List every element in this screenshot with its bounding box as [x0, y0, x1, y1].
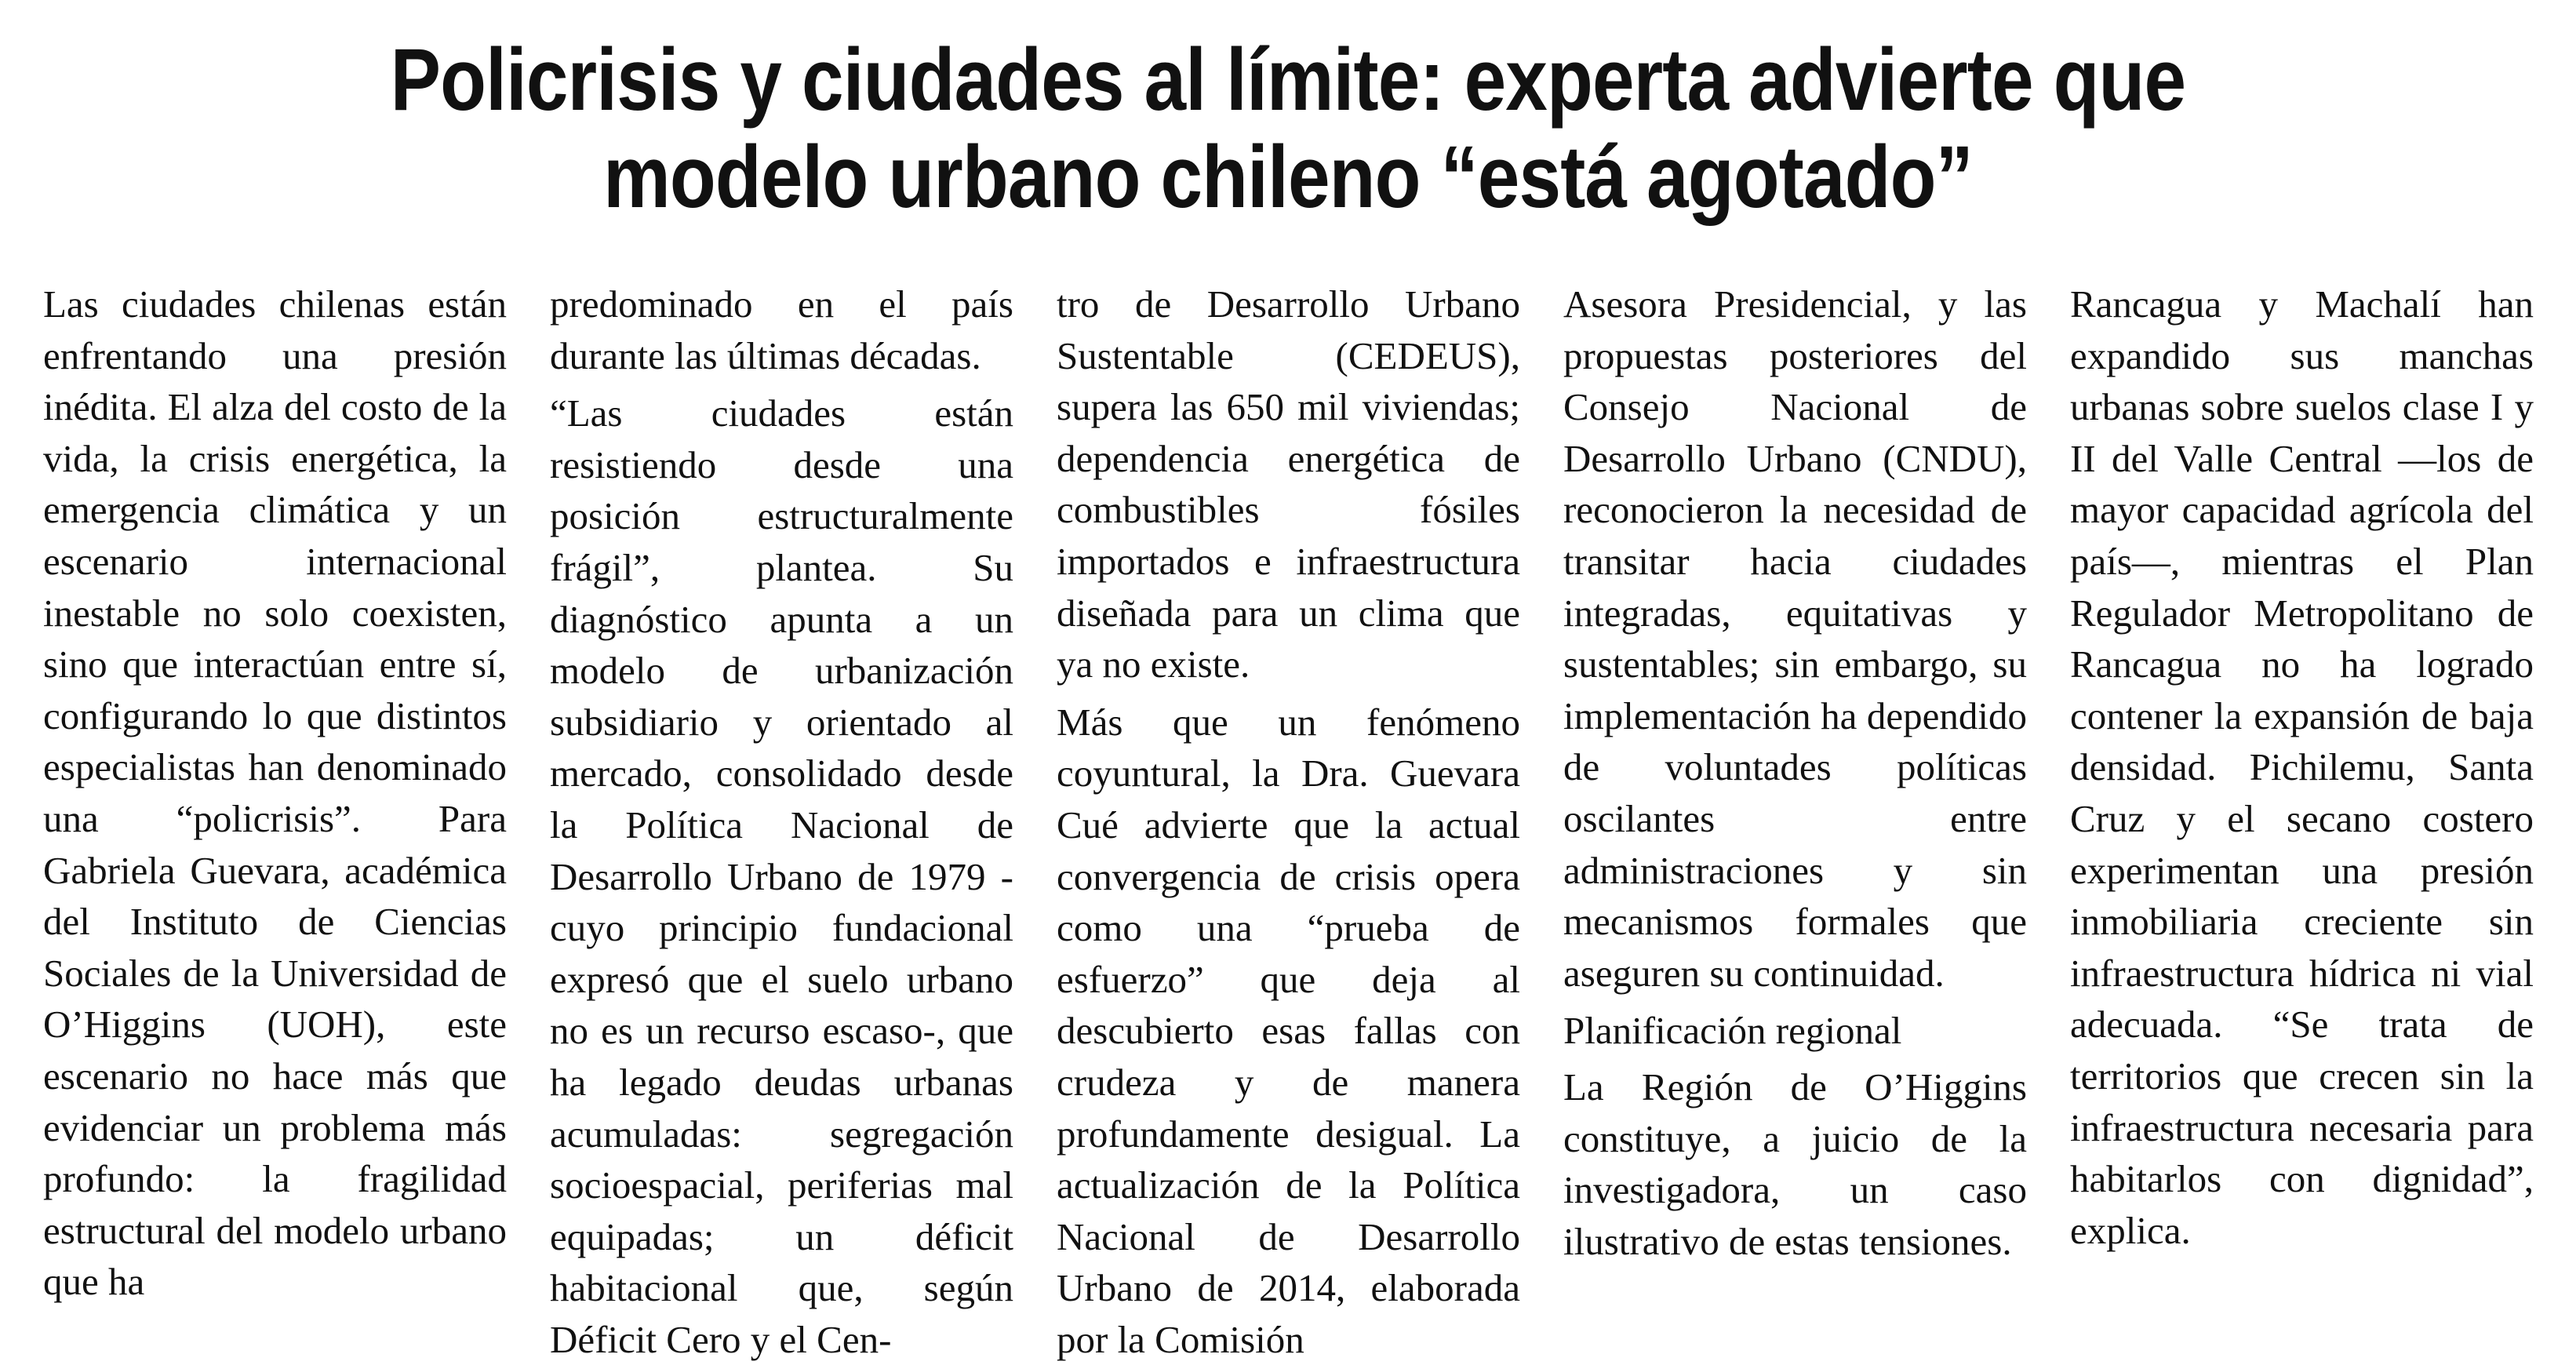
- column-4: [1563, 278, 2027, 1365]
- paragraph: Asesora Presidencial, y las propuestas posteriores del Consejo Nacional de Desarrollo Urbano (CNDU), reconocieron la necesidad de transitar hacia ciudades integradas, equitativas y sustentables; sin embargo, su implementación ha dependido de voluntades políticas oscilantes entre administraciones y sin mecanismos formales que aseguren su continuidad.: [1563, 282, 2027, 995]
- column-5: [2070, 278, 2534, 1365]
- paragraph: Rancagua y Machalí han expandido sus manchas urbanas sobre suelos clase I y II del Valle Central —los de mayor capacidad agrícola del país—, mientras el Plan Regulador Metropolitano de Rancagua no ha logrado contener la expansión de baja densidad. Pichilemu, Santa Cruz y el secano costero experimentan una presión inmobiliaria creciente sin infraestructura hídrica ni vial adecuada. “Se trata de territorios que crecen sin la infraestructura necesaria para habitarlos con dignidad”, explica.: [2070, 282, 2534, 1252]
- headline-line-2: modelo urbano chileno “está agotado”: [603, 128, 1973, 226]
- article-body: [43, 278, 2534, 1361]
- column-1: [43, 278, 507, 1365]
- paragraph: tro de Desarrollo Urbano Sustentable (CEDEUS), supera las 650 mil viviendas; dependencia energética de combustibles fósiles importados e infraestructura diseñada para un clima que ya no existe.: [1057, 282, 1520, 686]
- paragraph: “Las ciudades están resistiendo desde una posición estructuralmente frágil”, plantea. Su diagnóstico apunta a un modelo de urbanización subsidiario y orientado al mercado, consolidado desde la Política Nacional de Desarrollo Urbano de 1979 -cuyo principio fundacional expresó que el suelo urbano no es un recurso escaso-, que ha legado deudas urbanas acumuladas: segregación socioespacial, periferias mal equipadas; un déficit habitacional que, según Déficit Cero y el Cen-: [550, 391, 1013, 1361]
- article-headline: [220, 31, 2355, 226]
- paragraph: La Región de O’Higgins constituye, a juicio de la investigadora, un caso ilustrativo de estas tensiones.: [1563, 1065, 2027, 1263]
- column-3: [1057, 278, 1520, 1365]
- section-subheading: Planificación regional: [1563, 1009, 1902, 1053]
- paragraph: Más que un fenómeno coyuntural, la Dra. Guevara Cué advierte que la actual convergencia de crisis opera como una “prueba de esfuerzo” que deja al descubierto esas fallas con crudeza y de manera profundamente desigual. La actualización de la Política Nacional de Desarrollo Urbano de 2014, elaborada por la Comisión: [1057, 700, 1520, 1361]
- paragraph: predominado en el país durante las últimas décadas.: [550, 282, 1013, 377]
- column-2: [550, 278, 1013, 1365]
- headline-line-1: Policrisis y ciudades al límite: experta advierte que: [390, 31, 2186, 129]
- paragraph: Las ciudades chilenas están enfrentando una presión inédita. El alza del costo de la vida, la crisis energética, la emergencia climática y un escenario internacional inestable no solo coexisten, sino que interactúan entre sí, configurando lo que distintos especialistas han denominado una “policrisis”. Para Gabriela Guevara, académica del Instituto de Ciencias Sociales de la Universidad de O’Higgins (UOH), este escenario no hace más que evidenciar un problema más profundo: la fragilidad estructural del modelo urbano que ha: [43, 282, 507, 1304]
